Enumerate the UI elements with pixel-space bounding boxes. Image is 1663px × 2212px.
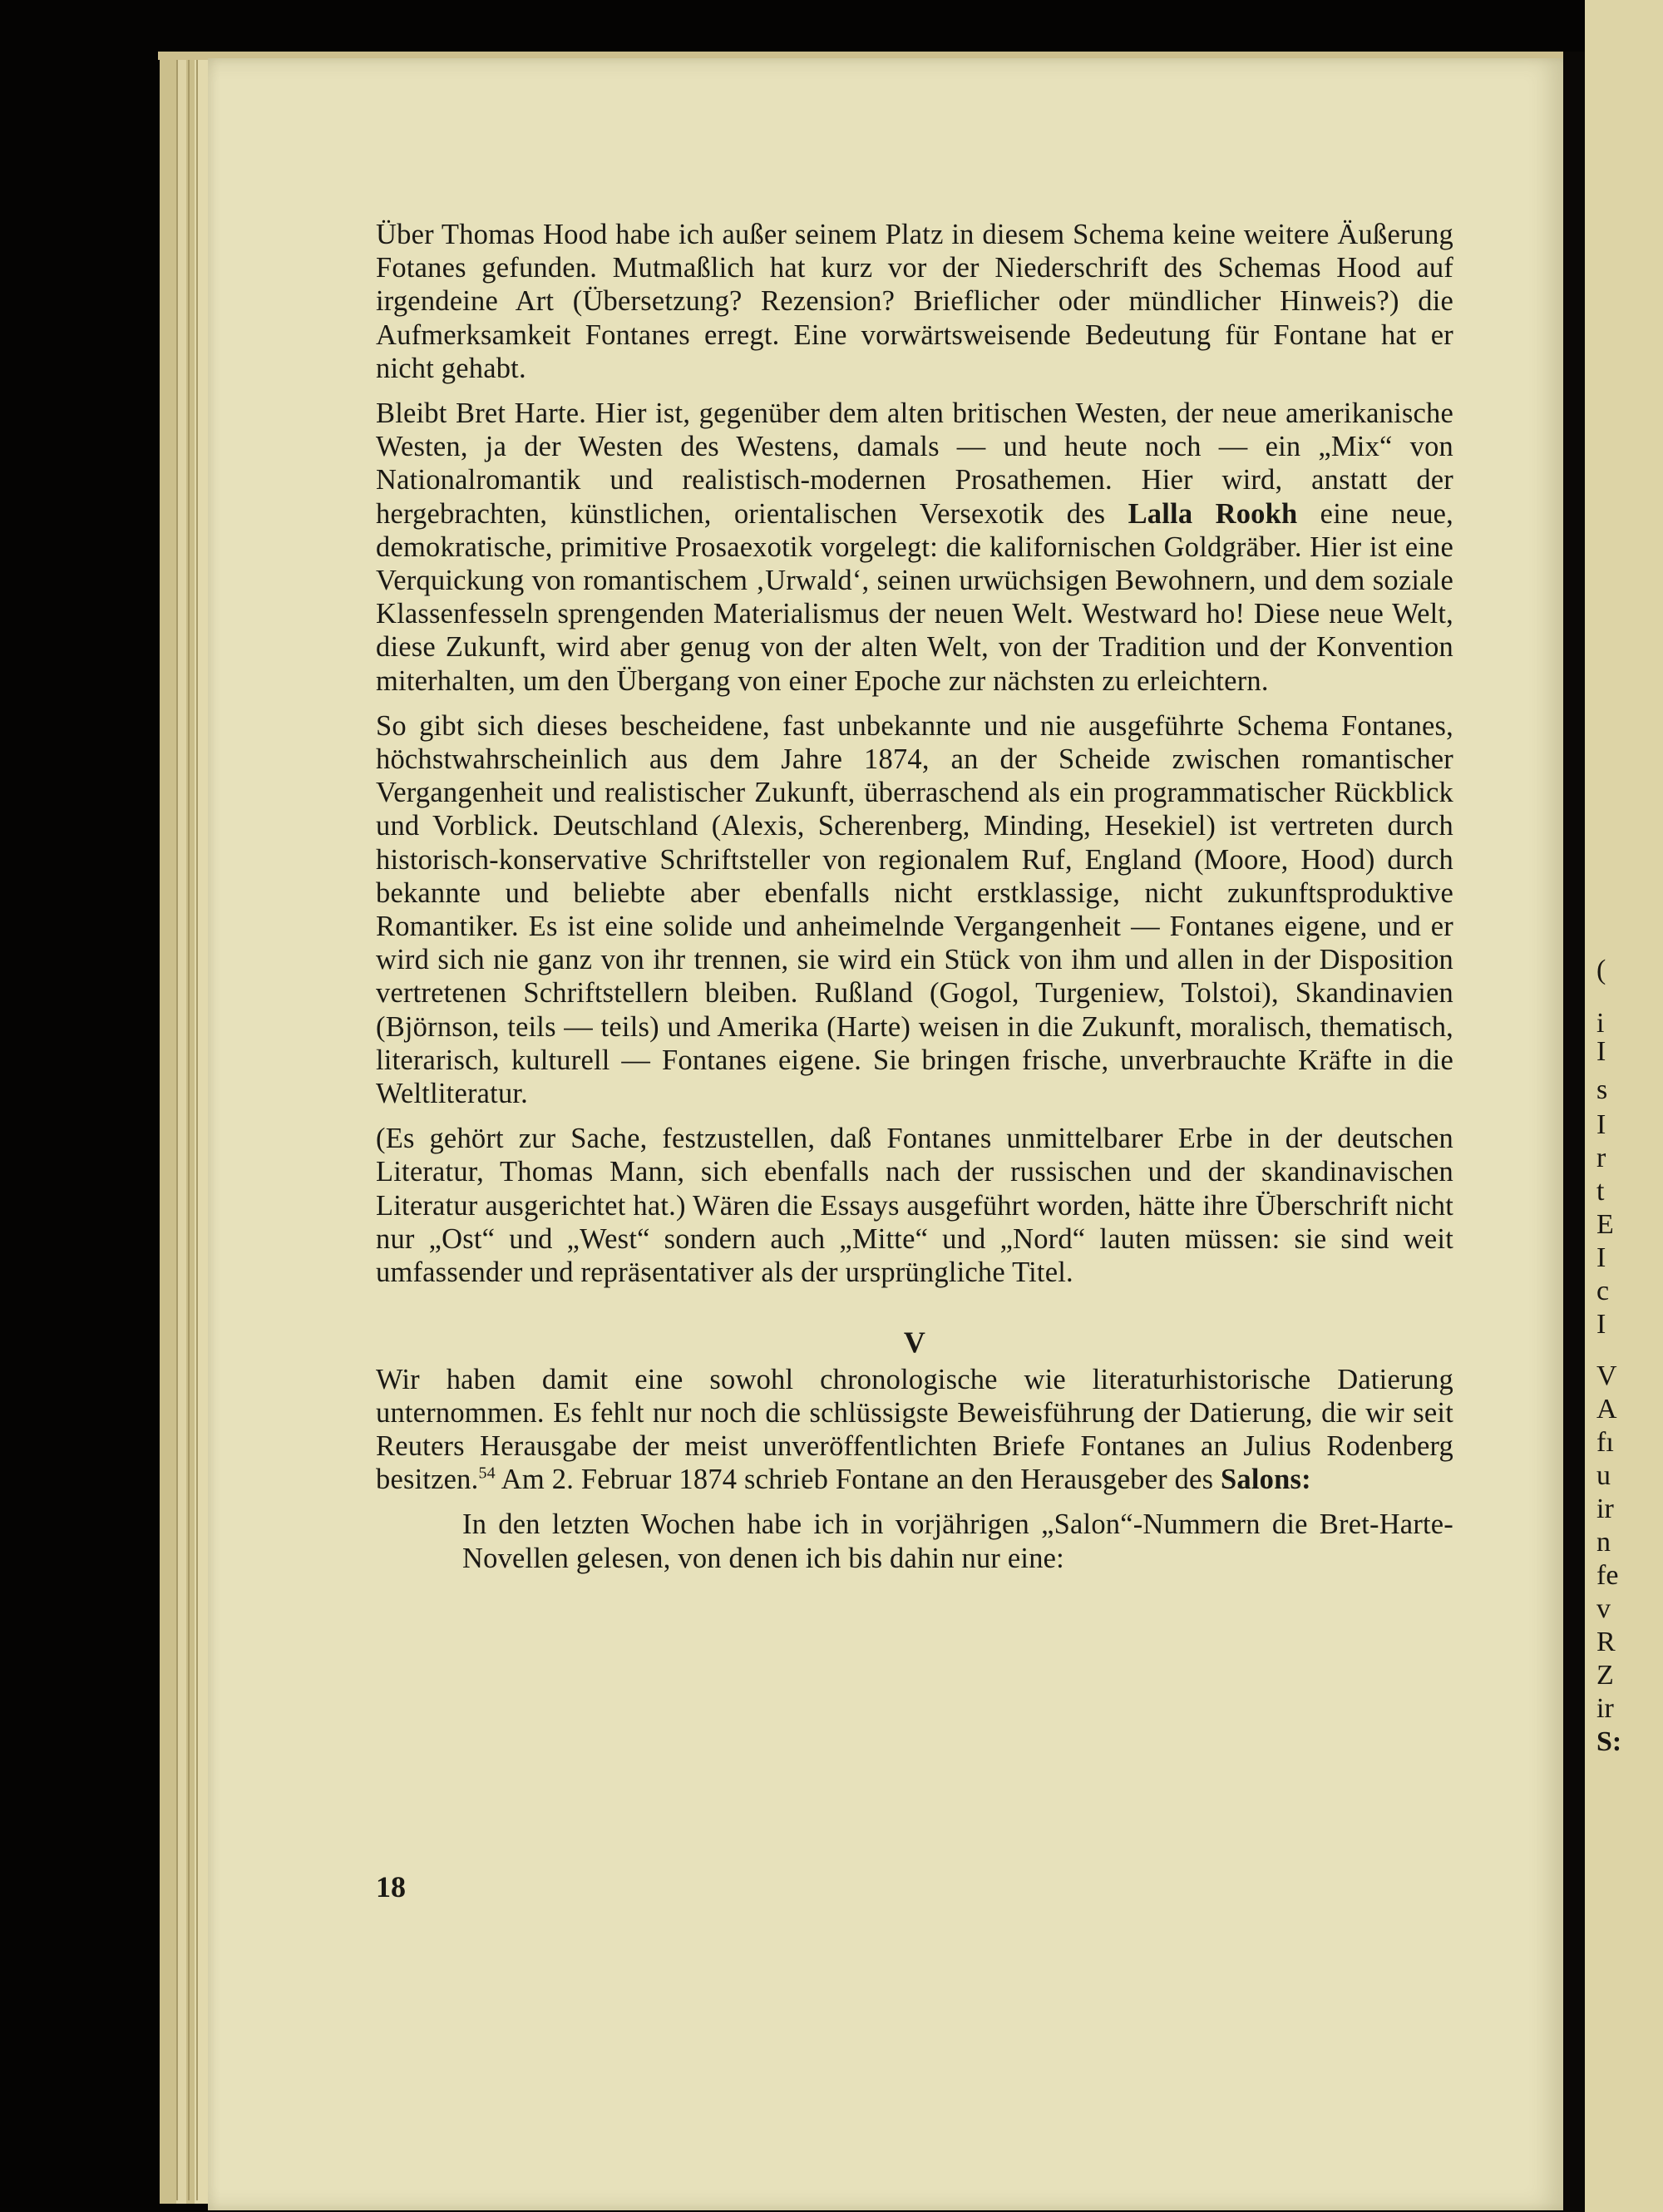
- adjacent-page-fragment: i: [1596, 1008, 1605, 1039]
- adjacent-page-fragment: I: [1596, 1109, 1606, 1140]
- adjacent-page-fragment: c: [1596, 1276, 1610, 1306]
- footnote-marker: 54: [478, 1464, 496, 1483]
- adjacent-page-fragment: I: [1596, 1242, 1606, 1273]
- paragraph-text: Wir haben damit eine sowohl chronologische wie literaturhistorische Datierung unternommen. Es fehlt nur noch die schlüssigste Beweisführung der Datierung, die wir seit Reuters Herausgabe der meist unveröffentlichten Briefe Fontanes an Julius Rodenberg besitzen.: [376, 1363, 1453, 1496]
- adjacent-page-fragment: t: [1596, 1176, 1605, 1207]
- adjacent-page-fragment: I: [1596, 1309, 1606, 1340]
- page-text: [376, 218, 1453, 1575]
- adjacent-page-fragment: fe: [1596, 1560, 1619, 1591]
- paragraph-text: Bleibt Bret Harte. Hier ist, gegenüber dem alten britischen Westen, der neue amerikanische Westen, ja der Westen des Westens, damals — und heute noch — ein „Mix“ von Nationalromantik und realistisch-modernen Prosathemen. Hier wird, anstatt der hergebrachten, künstlichen, orientalischen Versexotik des: [376, 397, 1453, 530]
- paragraph: [376, 1363, 1453, 1497]
- page-number: 18: [376, 1870, 406, 1903]
- paragraph: So gibt sich dieses bescheidene, fast unbekannte und nie ausgeführte Schema Fontanes, höchstwahrscheinlich aus dem Jahre 1874, an der Scheide zwischen romantischer Vergangenheit und realistischer Zukunft, überraschend als ein programmatischer Rückblick und Vorblick. Deutschland (Alexis, Scherenberg, Minding, Hesekiel) ist vertreten durch historisch-konservative Schriftsteller von regionalem Ruf, England (Moore, Hood) durch bekannte und beliebte aber ebenfalls nicht erstklassige, nicht zukunftsproduktive Romantiker. Es ist eine solide und anheimelnde Vergangenheit — Fontanes eigene, und er wird sich nie ganz von ihr trennen, sie wird ein Stück von ihm und allen in der Disposition vertretenen Schriftstellern bleiben. Rußland (Gogol, Turgeniew, Tolstoi), Skandinavien (Björnson, teils — teils) und Amerika (Harte) weisen in die Zukunft, moralisch, thematisch, literarisch, kulturell — Fontanes eigene. Sie bringen frische, unverbrauchte Kräfte in die Weltliteratur.: [376, 709, 1453, 1110]
- section-heading: V: [903, 1326, 926, 1360]
- adjacent-page-fragment: u: [1596, 1460, 1611, 1491]
- adjacent-page-fragment: A: [1596, 1394, 1617, 1424]
- book-title: Lalla Rookh: [1128, 497, 1298, 530]
- paragraph-text: eine neue, demokratische, primitive Prosaexotik vorgelegt: die kalifornischen Goldgräber. Hier ist eine Verquickung von romantischem ‚Urwald‘, seinen urwüchsigen Bewohnern, und dem soziale Klassenfesseln sprengenden Materialismus der neuen Welt. Westward ho! Diese neue Welt, diese Zukunft, wird aber genug von der alten Welt, von der Tradition und der Konvention miterhalten, um den Übergang von einer Epoche zur nächsten zu erleichtern.: [376, 497, 1453, 697]
- adjacent-page-fragment: V: [1596, 1360, 1617, 1391]
- adjacent-page-fragment: r: [1596, 1143, 1606, 1173]
- adjacent-page-fragment: S:: [1596, 1726, 1622, 1757]
- adjacent-page-fragment: n: [1596, 1527, 1611, 1558]
- journal-title: Salons:: [1221, 1464, 1311, 1496]
- page-edge-line: [188, 55, 190, 2200]
- paragraph: [376, 397, 1453, 698]
- book-gutter: [1563, 52, 1587, 2212]
- paragraph-text: Am 2. Februar 1874 schrieb Fontane an den Herausgeber des: [495, 1464, 1221, 1496]
- adjacent-page-fragment: E: [1596, 1209, 1614, 1240]
- adjacent-page-fragment: ir: [1596, 1693, 1614, 1724]
- adjacent-page-fragment: (: [1596, 955, 1606, 985]
- adjacent-page-fragment: v: [1596, 1593, 1611, 1624]
- adjacent-page-fragment: ir: [1596, 1494, 1614, 1524]
- adjacent-page-fragment: s: [1596, 1074, 1608, 1105]
- adjacent-page-fragment: I: [1596, 1036, 1606, 1067]
- paragraph: Über Thomas Hood habe ich außer seinem Platz in diesem Schema keine weitere Äußerung Fotanes gefunden. Mutmaßlich hat kurz vor der Niederschrift des Schemas Hood auf irgendeine Art (Übersetzung? Rezension? Brieflicher oder mündlicher Hinweis?) die Aufmerksamkeit Fontanes erregt. Eine vorwärtsweisende Bedeutung für Fontane hat er nicht gehabt.: [376, 219, 1453, 384]
- paragraph: (Es gehört zur Sache, festzustellen, daß Fontanes unmittelbarer Erbe in der deutschen Literatur, Thomas Mann, sich ebenfalls nach der russischen und der skandinavischen Literatur ausgerichtet hat.) Wären die Essays ausgeführt worden, hätte ihre Überschrift nicht nur „Ost“ und „West“ sondern auch „Mitte“ und „Nord“ lauten müssen: sie sind weit umfassender und repräsentativer als der ursprüngliche Titel.: [376, 1123, 1453, 1289]
- page-edge-line: [176, 55, 178, 2200]
- block-quote: In den letzten Wochen habe ich in vorjährigen „Salon“-Nummern die Bret-Harte-Novellen gelesen, von denen ich bis dahin nur eine:: [462, 1508, 1453, 1574]
- page-edge: [160, 52, 178, 2204]
- adjacent-page-fragment: Z: [1596, 1660, 1614, 1691]
- adjacent-page-fragment: R: [1596, 1627, 1616, 1657]
- page-edge-line: [196, 55, 198, 2200]
- adjacent-page: [1585, 0, 1663, 2212]
- adjacent-page-fragment: fı: [1596, 1427, 1614, 1458]
